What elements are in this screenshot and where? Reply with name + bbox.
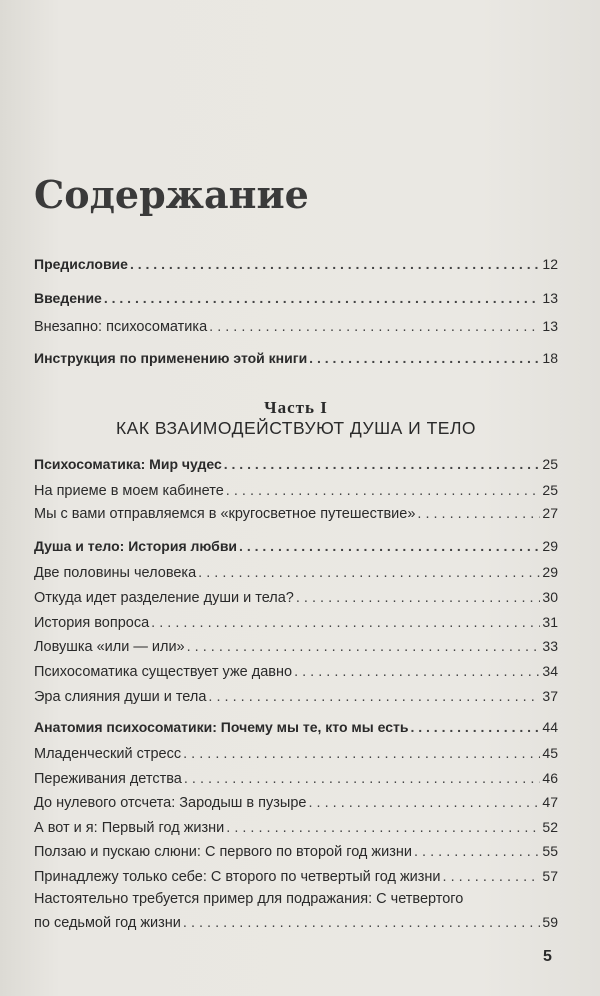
part-number: Часть I <box>264 398 328 417</box>
toc-chapter: Анатомия психосоматики: Почему мы те, кто мы есть . . . 44 <box>34 719 558 743</box>
toc-entry-preface: Предисловие . . . 12 <box>34 256 558 280</box>
toc-entry: Ловушка «или — или» . . . 33 <box>34 638 558 662</box>
toc-entry: Внезапно: психосоматика . . . 13 <box>34 318 558 342</box>
toc-entry: История вопроса . . . 31 <box>34 614 558 638</box>
toc-entry-instructions: Инструкция по применению этой книги . . . 18 <box>34 350 558 374</box>
toc-entry: по седьмой год жизни . . . 59 <box>34 914 558 938</box>
toc-entry: Эра слияния души и тела . . . 37 <box>34 688 558 712</box>
page-title: Содержание <box>34 172 309 217</box>
toc-entry: Принадлежу только себе: С второго по четвертый год жизни . . . 57 <box>34 868 558 892</box>
toc-chapter: Душа и тело: История любви . . . 29 <box>34 538 558 562</box>
toc-entry: На приеме в моем кабинете . . . 25 <box>34 482 558 506</box>
toc-entry: Младенческий стресс . . . 45 <box>34 745 558 769</box>
toc-entry: Мы с вами отправляемся в «кругосветное путешествие» . . . 27 <box>34 505 558 529</box>
page-number: 5 <box>543 948 552 965</box>
toc-entry-introduction: Введение . . . 13 <box>34 290 558 314</box>
toc-chapter: Психосоматика: Мир чудес . . . 25 <box>34 456 558 480</box>
toc-entry: Переживания детства . . . 46 <box>34 770 558 794</box>
toc-entry: Две половины человека . . . 29 <box>34 564 558 588</box>
toc-entry: Психосоматика существует уже давно . . . 34 <box>34 663 558 687</box>
toc-entry: Ползаю и пускаю слюни: С первого по второй год жизни . . . 55 <box>34 843 558 867</box>
toc-entry: До нулевого отсчета: Зародыш в пузыре . . . 47 <box>34 794 558 818</box>
toc-entry-first-line: Настоятельно требуется пример для подражания: С четвертого <box>34 891 464 907</box>
part-name: КАК ВЗАИМОДЕЙСТВУЮТ ДУША И ТЕЛО <box>115 418 477 438</box>
toc-entry: А вот и я: Первый год жизни . . . 52 <box>34 819 558 843</box>
toc-entry: Откуда идет разделение души и тела? . . . 30 <box>34 589 558 613</box>
